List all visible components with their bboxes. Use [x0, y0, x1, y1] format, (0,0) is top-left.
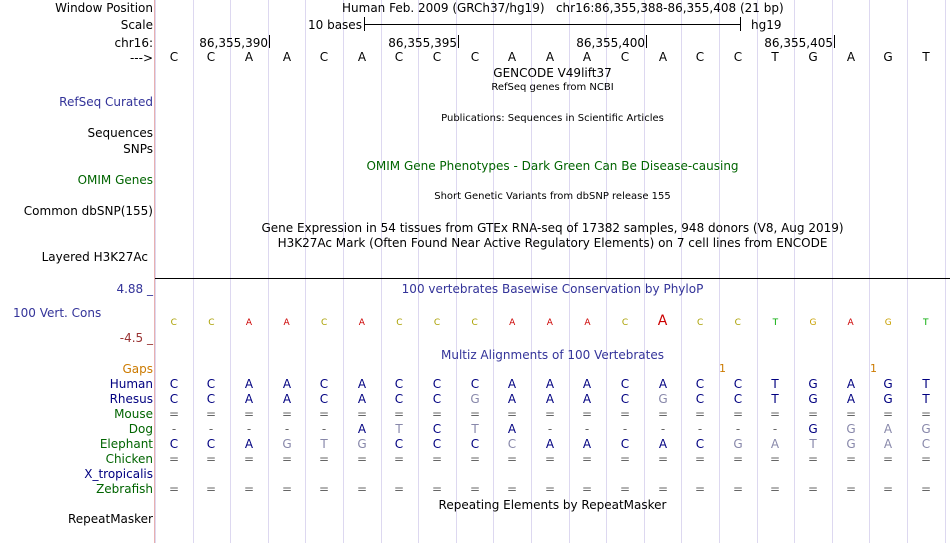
aligned-base: =: [732, 407, 744, 421]
base-guide-line: [832, 0, 833, 543]
aligned-base: -: [208, 422, 214, 436]
aligned-base: G: [357, 437, 367, 451]
track-separator: [155, 278, 950, 279]
base-guide-line: [719, 0, 720, 543]
aligned-base: =: [318, 407, 330, 421]
scale-bar-right-tick: [740, 17, 741, 31]
window-position-label: Window Position: [55, 1, 153, 15]
publications-track-title: Publications: Sequences in Scientific Articles: [441, 113, 664, 124]
phylop-max-label: 4.88 _: [116, 282, 153, 296]
aligned-base: C: [432, 377, 442, 391]
aligned-base: =: [469, 407, 481, 421]
scale-bar-left-tick: [364, 17, 365, 31]
aligned-base: C: [169, 437, 179, 451]
aligned-base: =: [318, 482, 330, 496]
aligned-base: G: [733, 437, 743, 451]
aligned-base: =: [619, 407, 631, 421]
aligned-base: C: [620, 437, 630, 451]
strand-label: --->: [129, 51, 153, 65]
phylop-glyph: C: [433, 318, 441, 328]
base-guide-line: [757, 0, 758, 543]
aligned-base: -: [660, 422, 666, 436]
aligned-base: =: [694, 482, 706, 496]
aligned-base: -: [547, 422, 553, 436]
aligned-base: =: [544, 482, 556, 496]
aligned-base: =: [807, 452, 819, 466]
phylop-glyph: G: [809, 318, 817, 328]
aligned-base: A: [282, 392, 292, 406]
phylop-track-title: 100 vertebrates Basewise Conservation by PhyloP: [401, 282, 704, 296]
aligned-base: =: [581, 452, 593, 466]
base-letter: C: [432, 50, 442, 64]
aligned-base: =: [469, 452, 481, 466]
position-tick: [646, 35, 647, 48]
aligned-base: =: [845, 482, 857, 496]
aligned-base: =: [506, 452, 518, 466]
aligned-base: C: [206, 377, 216, 391]
base-letter: A: [282, 50, 292, 64]
aligned-base: G: [883, 377, 893, 391]
aligned-base: C: [733, 392, 743, 406]
aligned-base: =: [205, 482, 217, 496]
aligned-base: =: [281, 407, 293, 421]
base-letter: A: [507, 50, 517, 64]
base-letter: C: [733, 50, 743, 64]
position-tick-label: 86,355,390: [199, 36, 268, 50]
phylop-glyph: C: [734, 318, 741, 328]
aligned-base: A: [507, 392, 517, 406]
base-letter: A: [846, 50, 856, 64]
aligned-base: -: [735, 422, 741, 436]
species-label[interactable]: Zebrafish: [96, 482, 153, 496]
base-letter: A: [658, 50, 668, 64]
phylop-glyph: A: [847, 318, 854, 328]
aligned-base: C: [733, 377, 743, 391]
aligned-base: T: [320, 437, 328, 451]
aligned-base: =: [506, 407, 518, 421]
aligned-base: G: [808, 392, 818, 406]
aligned-base: =: [581, 407, 593, 421]
sequences-track-label[interactable]: Sequences: [87, 126, 153, 140]
aligned-base: =: [619, 452, 631, 466]
phylop-track-label[interactable]: 100 Vert. Cons: [13, 306, 102, 320]
aligned-base: A: [770, 437, 780, 451]
aligned-base: =: [243, 452, 255, 466]
base-guide-line: [343, 0, 344, 543]
base-guide-line: [305, 0, 306, 543]
aligned-base: A: [582, 377, 592, 391]
aligned-base: C: [432, 422, 442, 436]
aligned-base: A: [582, 392, 592, 406]
base-letter: C: [206, 50, 216, 64]
aligned-base: C: [921, 437, 931, 451]
aligned-base: A: [883, 437, 893, 451]
aligned-base: A: [545, 392, 555, 406]
omim-track-title: OMIM Gene Phenotypes - Dark Green Can Be Disease-causing: [366, 159, 739, 173]
aligned-base: C: [620, 392, 630, 406]
phylop-glyph: A: [283, 318, 290, 328]
scale-label: Scale: [120, 18, 153, 32]
species-label[interactable]: X_tropicalis: [84, 467, 153, 481]
aligned-base: A: [883, 422, 893, 436]
species-label[interactable]: Elephant: [99, 437, 153, 451]
aligned-base: =: [657, 407, 669, 421]
aligned-base: =: [581, 482, 593, 496]
aligned-base: G: [658, 392, 668, 406]
position-tick: [269, 35, 270, 48]
aligned-base: A: [846, 377, 856, 391]
aligned-base: C: [394, 437, 404, 451]
aligned-base: G: [282, 437, 292, 451]
position-tick-label: 86,355,400: [576, 36, 645, 50]
aligned-base: A: [282, 377, 292, 391]
base-guide-line: [381, 0, 382, 543]
position-tick-label: 86,355,405: [764, 36, 833, 50]
aligned-base: =: [506, 482, 518, 496]
aligned-base: =: [243, 407, 255, 421]
gtex-track-title: Gene Expression in 54 tissues from GTEx RNA-seq of 17382 samples, 948 donors (V8, Aug 2019): [261, 221, 844, 235]
snps-track-label[interactable]: SNPs: [123, 142, 153, 156]
h3k27ac-track-title: H3K27Ac Mark (Often Found Near Active Regulatory Elements) on 7 cell lines from ENCODE: [277, 236, 828, 250]
base-guide-line: [268, 0, 269, 543]
phylop-glyph: A: [584, 318, 591, 328]
aligned-base: C: [695, 377, 705, 391]
phylop-glyph: C: [471, 318, 478, 328]
aligned-base: C: [432, 392, 442, 406]
aligned-base: G: [808, 422, 818, 436]
aligned-base: T: [809, 437, 817, 451]
scale-text: 10 bases: [308, 18, 362, 32]
phylop-glyph: A: [245, 318, 253, 328]
window-position-value[interactable]: Human Feb. 2009 (GRCh37/hg19) chr16:86,355,388-86,355,408 (21 bp): [342, 1, 784, 15]
aligned-base: =: [920, 482, 932, 496]
refseq-track-subtitle: RefSeq genes from NCBI: [491, 82, 614, 93]
phylop-glyph: A: [546, 318, 553, 328]
aligned-base: T: [771, 377, 779, 391]
aligned-base: =: [281, 482, 293, 496]
phylop-logo-plot: [155, 310, 950, 340]
aligned-base: G: [470, 392, 480, 406]
aligned-base: =: [769, 407, 781, 421]
aligned-base: =: [882, 482, 894, 496]
aligned-base: =: [807, 407, 819, 421]
base-letter: A: [582, 50, 592, 64]
aligned-base: =: [920, 407, 932, 421]
phylop-glyph: T: [772, 318, 779, 328]
aligned-base: =: [205, 407, 217, 421]
aligned-base: A: [846, 392, 856, 406]
aligned-base: A: [357, 377, 367, 391]
aligned-base: =: [431, 482, 443, 496]
aligned-base: =: [356, 407, 368, 421]
aligned-base: =: [920, 452, 932, 466]
aligned-base: =: [657, 452, 669, 466]
aligned-base: -: [622, 422, 628, 436]
label-divider: [154, 0, 155, 543]
aligned-base: =: [281, 452, 293, 466]
aligned-base: T: [471, 422, 479, 436]
repeatmasker-track-title: Repeating Elements by RepeatMasker: [438, 498, 667, 512]
base-guide-line: [907, 0, 908, 543]
aligned-base: C: [206, 392, 216, 406]
base-letter: A: [357, 50, 367, 64]
phylop-glyph: C: [208, 318, 215, 328]
aligned-base: C: [470, 377, 480, 391]
aligned-base: C: [394, 377, 404, 391]
gencode-track-title[interactable]: GENCODE V49lift37: [493, 66, 612, 80]
base-letter: G: [883, 50, 893, 64]
aligned-base: =: [318, 452, 330, 466]
aligned-base: G: [846, 437, 856, 451]
aligned-base: -: [246, 422, 252, 436]
phylop-glyph: A: [358, 318, 365, 328]
aligned-base: A: [545, 437, 555, 451]
species-label[interactable]: Human: [109, 377, 153, 391]
species-label[interactable]: Mouse: [114, 407, 153, 421]
aligned-base: -: [772, 422, 778, 436]
phylop-glyph: C: [321, 318, 328, 328]
aligned-base: =: [356, 482, 368, 496]
phylop-glyph: C: [170, 318, 177, 328]
aligned-base: G: [808, 377, 818, 391]
phylop-glyph: A: [657, 313, 668, 329]
aligned-base: =: [205, 452, 217, 466]
aligned-base: =: [393, 452, 405, 466]
omim-track-label[interactable]: OMIM Genes: [77, 173, 153, 187]
aligned-base: A: [244, 392, 254, 406]
scale-bar: [364, 24, 741, 25]
base-letter: C: [169, 50, 179, 64]
aligned-base: =: [882, 407, 894, 421]
base-letter: A: [545, 50, 555, 64]
base-letter: T: [771, 50, 779, 64]
aligned-base: =: [544, 407, 556, 421]
base-guide-line: [155, 0, 156, 543]
multiz-track-title: Multiz Alignments of 100 Vertebrates: [440, 348, 665, 362]
base-guide-line: [794, 0, 795, 543]
chrom-label: chr16:: [114, 36, 153, 50]
aligned-base: =: [431, 407, 443, 421]
aligned-base: C: [319, 392, 329, 406]
aligned-base: C: [620, 377, 630, 391]
position-tick: [834, 35, 835, 48]
phylop-min-label: -4.5 _: [119, 331, 153, 345]
aligned-base: G: [883, 392, 893, 406]
phylop-glyph: A: [509, 318, 516, 328]
base-guide-line: [869, 0, 870, 543]
aligned-base: T: [922, 392, 930, 406]
base-letter: C: [470, 50, 480, 64]
aligned-base: =: [356, 452, 368, 466]
aligned-base: =: [393, 482, 405, 496]
base-letter: C: [695, 50, 705, 64]
aligned-base: C: [394, 392, 404, 406]
aligned-base: A: [658, 437, 668, 451]
aligned-base: =: [732, 482, 744, 496]
base-guide-line: [230, 0, 231, 543]
aligned-base: A: [357, 392, 367, 406]
aligned-base: -: [171, 422, 177, 436]
base-guide-line: [193, 0, 194, 543]
aligned-base: =: [845, 407, 857, 421]
species-label[interactable]: Chicken: [105, 452, 153, 466]
phylop-glyph: C: [396, 318, 403, 328]
gap-mark: 1: [870, 362, 877, 375]
species-label[interactable]: Rhesus: [109, 392, 153, 406]
aligned-base: -: [284, 422, 290, 436]
aligned-base: -: [584, 422, 590, 436]
aligned-base: =: [544, 452, 556, 466]
aligned-base: =: [619, 482, 631, 496]
species-label[interactable]: Dog: [128, 422, 153, 436]
aligned-base: A: [244, 377, 254, 391]
position-tick: [458, 35, 459, 48]
aligned-base: =: [694, 407, 706, 421]
aligned-base: C: [206, 437, 216, 451]
base-letter: A: [244, 50, 254, 64]
base-letter: C: [394, 50, 404, 64]
aligned-base: =: [845, 452, 857, 466]
aligned-base: A: [244, 437, 254, 451]
aligned-base: T: [922, 377, 930, 391]
aligned-base: C: [695, 437, 705, 451]
phylop-glyph: C: [697, 318, 704, 328]
aligned-base: A: [658, 377, 668, 391]
aligned-base: G: [921, 422, 931, 436]
aligned-base: =: [393, 407, 405, 421]
gap-mark: 1: [719, 362, 726, 375]
aligned-base: C: [169, 392, 179, 406]
aligned-base: G: [846, 422, 856, 436]
aligned-base: A: [582, 437, 592, 451]
aligned-base: =: [431, 452, 443, 466]
aligned-base: C: [470, 437, 480, 451]
aligned-base: C: [507, 437, 517, 451]
phylop-glyph: T: [923, 318, 929, 328]
aligned-base: =: [807, 482, 819, 496]
base-letter: C: [319, 50, 329, 64]
aligned-base: =: [769, 452, 781, 466]
phylop-glyph: G: [884, 318, 892, 328]
aligned-base: -: [697, 422, 703, 436]
aligned-base: T: [771, 392, 779, 406]
aligned-base: A: [507, 377, 517, 391]
phylop-glyph: C: [621, 318, 629, 328]
aligned-base: =: [769, 482, 781, 496]
aligned-base: C: [695, 392, 705, 406]
dbsnp-track-label[interactable]: Common dbSNP(155): [23, 204, 153, 218]
refseq-track-label[interactable]: RefSeq Curated: [59, 95, 153, 109]
aligned-base: =: [168, 407, 180, 421]
aligned-base: =: [657, 482, 669, 496]
position-tick-label: 86,355,395: [388, 36, 457, 50]
aligned-base: A: [507, 422, 517, 436]
aligned-base: A: [357, 422, 367, 436]
aligned-base: -: [321, 422, 327, 436]
dbsnp-track-title: Short Genetic Variants from dbSNP release 155: [434, 191, 671, 202]
scale-assembly: hg19: [751, 18, 782, 32]
aligned-base: =: [882, 452, 894, 466]
base-letter: C: [620, 50, 630, 64]
aligned-base: C: [319, 377, 329, 391]
aligned-base: C: [432, 437, 442, 451]
base-letter: T: [922, 50, 930, 64]
base-guide-line: [945, 0, 946, 543]
base-letter: G: [808, 50, 818, 64]
aligned-base: =: [243, 482, 255, 496]
aligned-base: =: [732, 452, 744, 466]
aligned-base: T: [395, 422, 403, 436]
aligned-base: =: [168, 452, 180, 466]
aligned-base: C: [169, 377, 179, 391]
aligned-base: =: [469, 482, 481, 496]
repeatmasker-track-label[interactable]: RepeatMasker: [67, 512, 153, 526]
aligned-base: =: [694, 452, 706, 466]
aligned-base: A: [545, 377, 555, 391]
gaps-label: Gaps: [122, 362, 153, 376]
h3k27ac-track-label[interactable]: Layered H3K27Ac: [41, 250, 148, 264]
aligned-base: =: [168, 482, 180, 496]
